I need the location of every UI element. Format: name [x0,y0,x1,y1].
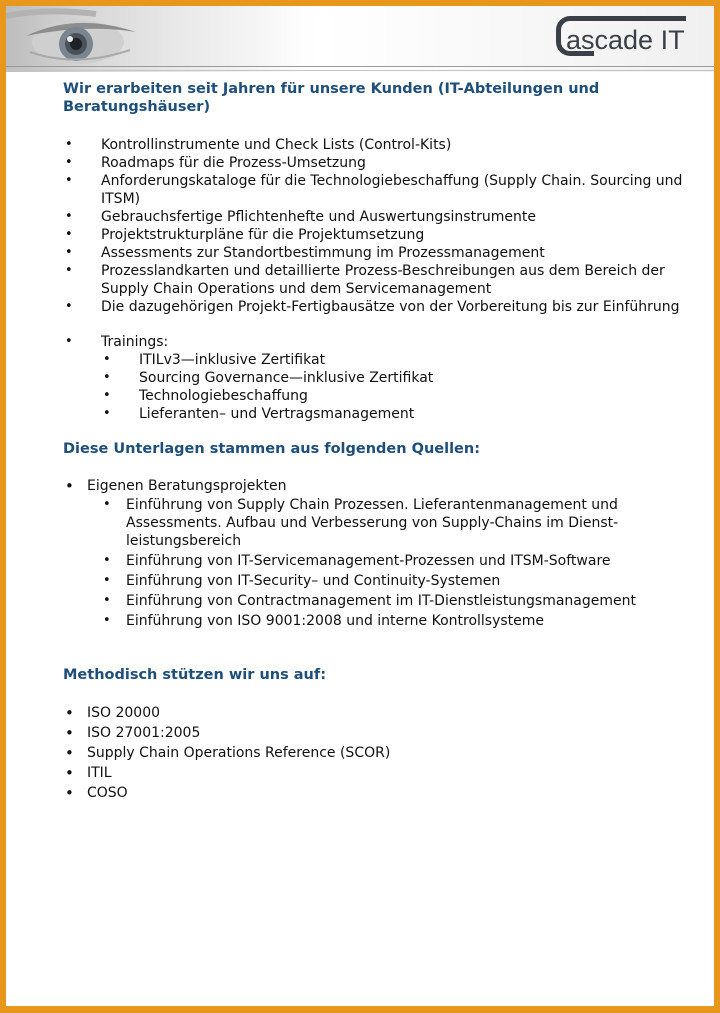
list-item: • Anforderungskataloge für die Technologiebeschaffung (Supply Chain. Sourcing und ITSM) [63,172,683,208]
trainings-label: • Trainings: [63,333,683,351]
eye-icon [6,6,306,72]
list-item: • Lieferanten– und Vertragsmanagement [101,405,683,423]
logo-text: ascade IT [566,25,685,55]
eye-banner-image [6,6,306,72]
list-item: • Einführung von Contractmanagement im IT-Dienstleistungsmanagement [101,592,683,610]
document-page [6,6,714,1006]
list-item: • Einführung von IT-Security– und Continuity-Systemen [101,572,683,590]
list-item: • Gebrauchsfertige Pflichtenhefte und Auswertungsinstrumente [63,208,683,226]
list-item: • Supply Chain Operations Reference (SCOR) [63,744,683,762]
list-item: • Roadmaps für die Prozess-Umsetzung [63,154,683,172]
page-header [6,6,714,72]
list-item: • ISO 20000 [63,704,683,722]
list-item: • Kontrollinstrumente und Check Lists (Control-Kits) [63,136,683,154]
list-item: • Projektstrukturpläne für die Projektumsetzung [63,226,683,244]
list-item: • ITILv3—inklusive Zertifikat [101,351,683,369]
cascade-it-logo [556,14,706,64]
methods-heading: Methodisch stützen wir uns auf: [63,667,326,683]
list-item: • Einführung von IT-Servicemanagement-Prozessen und ITSM-Software [101,552,683,570]
list-item: • Sourcing Governance—inklusive Zertifikat [101,369,683,387]
methods-list [63,704,683,802]
sources-group-label: • Eigenen Beratungsprojekten [63,477,683,495]
intro-heading: Wir erarbeiten seit Jahren für unsere Kunden (IT-Abteilungen und Beratungshäuser) [63,81,600,115]
trainings-list [63,333,683,351]
list-item: • ITIL [63,764,683,782]
list-item: • Einführung von ISO 9001:2008 und interne Kontrollsysteme [101,612,683,630]
sources-heading: Diese Unterlagen stammen aus folgenden Quellen: [63,441,481,457]
header-rule [6,66,714,67]
logo-top-bar [574,16,686,21]
header-rule-secondary [6,70,714,71]
list-item: • Einführung von Supply Chain Prozessen. Lieferantenmanagement und Assessments. Aufbau und Verbesserung von Supply-Chains im Dienst-leistungsbereich [101,496,683,550]
list-item: • Die dazugehörigen Projekt-Fertigbausätze von der Vorbereitung bis zur Einführung [63,298,683,316]
list-item: • Assessments zur Standortbestimmung im Prozessmanagement [63,244,683,262]
list-item: • ISO 27001:2005 [63,724,683,742]
intro-list [63,136,683,316]
list-item: • Technologiebeschaffung [101,387,683,405]
list-item: • Prozesslandkarten und detaillierte Prozess-Beschreibungen aus dem Bereich der Supply Chain Operations und dem Servicemanagement [63,262,683,298]
trainings-sublist [101,351,683,423]
sources-sublist [101,496,683,630]
list-item: • COSO [63,784,683,802]
sources-list [63,477,683,495]
document-content [63,80,683,804]
